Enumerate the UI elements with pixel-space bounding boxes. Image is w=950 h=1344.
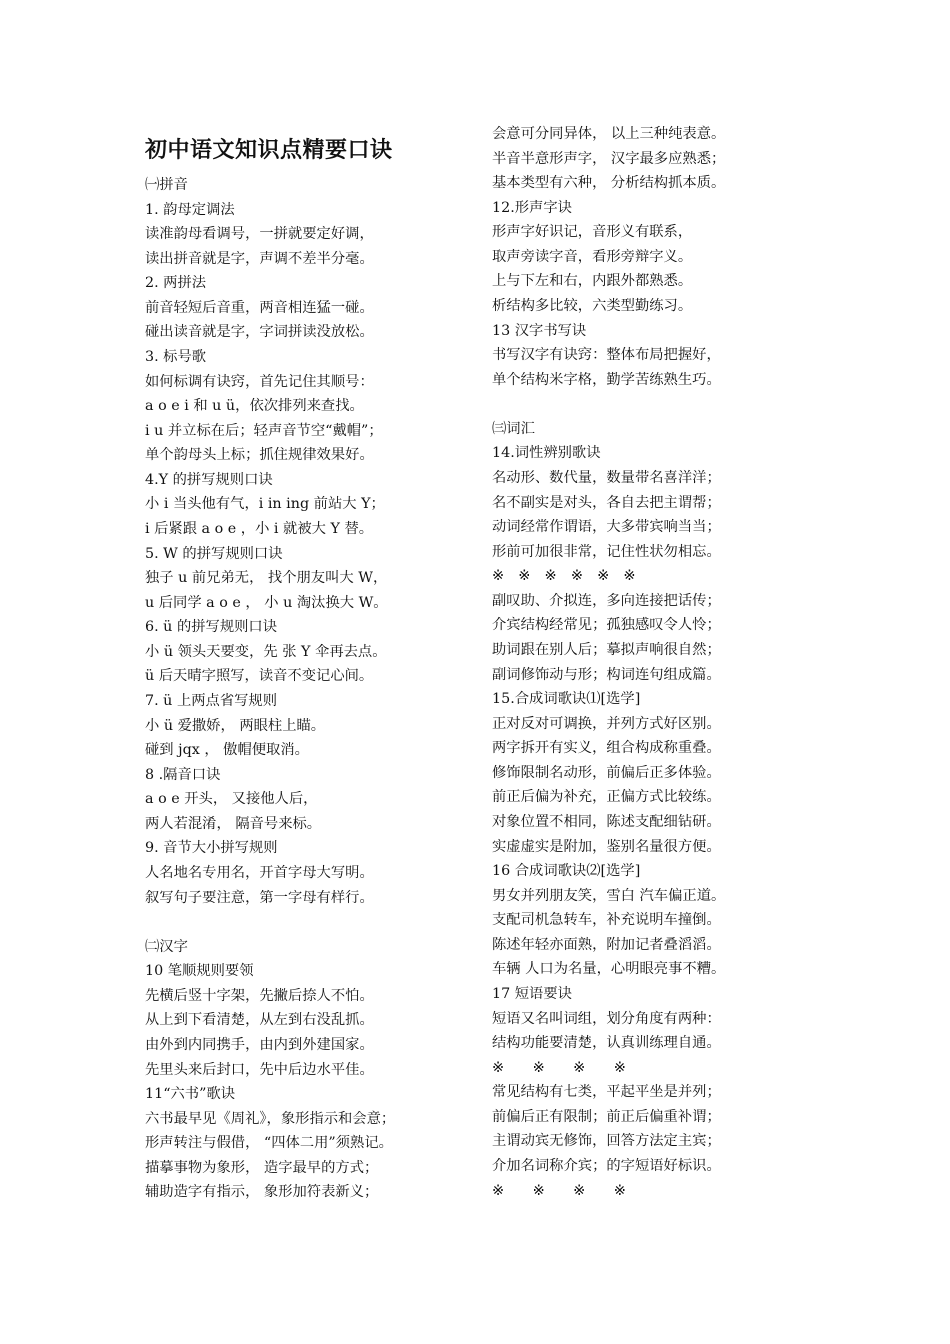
text-line: ※ ※ ※ ※ ※ ※	[492, 568, 636, 585]
text-line: 9. 音节大小拼写规则	[145, 840, 278, 857]
text-line: 上与下左和右，内跟外都熟悉。	[492, 273, 693, 290]
text-line: 8 .隔音口诀	[145, 766, 221, 783]
text-line: 基本类型有六种， 分析结构抓本质。	[492, 175, 726, 192]
text-line: 从上到下看清楚，从左到右没乱抓。	[145, 1012, 374, 1029]
text-line: 形前可加很非常，记住性状勿相忘。	[492, 543, 721, 560]
text-line: ㈢词汇	[492, 420, 535, 437]
text-line: 7. ü 上两点省写规则	[145, 692, 278, 709]
text-line: 独子 u 前兄弟无， 找个朋友叫大 W，	[145, 570, 388, 587]
text-line: 名不副实是对头，各自去把主谓帮；	[492, 494, 721, 511]
document-title: 初中语文知识点精要口诀	[145, 138, 393, 163]
text-line: 前正后偏为补充，正偏方式比较练。	[492, 789, 721, 806]
text-line: ※ ※ ※ ※	[492, 1059, 626, 1076]
text-line: 车辆 人口为名量，心明眼亮事不糟。	[492, 961, 726, 978]
text-line: 形声字好识记，音形义有联系，	[492, 224, 693, 241]
text-line: 两人若混淆， 隔音号来标。	[145, 815, 322, 832]
text-line: 介宾结构经常见；孤独感叹令人怜；	[492, 617, 721, 634]
text-line: 形声转注与假借， “四体二用”须熟记。	[145, 1135, 393, 1152]
text-line: i u 并立标在后；轻声音节空“戴帽”；	[145, 422, 383, 439]
text-line: 对象位置不相同，陈述支配细钻研。	[492, 813, 721, 830]
text-line: 副叹助、介拟连，多向连接把话传；	[492, 592, 721, 609]
text-line: 结构功能要清楚，认真训练理自通。	[492, 1035, 721, 1052]
text-line: 1. 韵母定调法	[145, 201, 235, 218]
text-line: 实虚虚实是附加，鉴别名量很方便。	[492, 838, 721, 855]
text-line: 2. 两拼法	[145, 275, 207, 292]
text-line: 由外到内同携手，由内到外建国家。	[145, 1036, 374, 1053]
text-line: 单个韵母头上标；抓住规律效果好。	[145, 447, 374, 464]
text-line: a o e i 和 u ü，依次排列来查找。	[145, 398, 364, 415]
text-line: 小 i 当头他有气，i in ing 前站大 Y；	[145, 496, 385, 513]
text-line: 两字拆开有实义，组合构成称重叠。	[492, 740, 721, 757]
text-line: a o e 开头， 又接他人后，	[145, 791, 318, 808]
text-line: 短语又名叫词组，划分角度有两种：	[492, 1010, 721, 1027]
text-line: 修饰限制名动形，前偏后正多体验。	[492, 764, 721, 781]
text-line: 男女并列朋友笑，雪白 汽车偏正道。	[492, 887, 726, 904]
text-line: u 后同学 a o e ， 小 u 淘汰换大 W。	[145, 594, 388, 611]
text-line: 读出拼音就是字，声调不差半分毫。	[145, 250, 374, 267]
text-line: 介加名词称介宾；的字短语好标识。	[492, 1157, 721, 1174]
text-line: 10 笔顺规则要领	[145, 963, 254, 980]
text-line: 16 合成词歌诀⑵[选学]	[492, 863, 641, 880]
text-line: 叙写句子要注意，第一字母有样行。	[145, 889, 374, 906]
text-line: ü 后天晴字照写，读音不变记心间。	[145, 668, 374, 685]
text-line: ㈡汉字	[145, 938, 188, 955]
text-line: 动词经常作谓语，大多带宾响当当；	[492, 519, 721, 536]
text-line: 取声旁读字音，看形旁辩字义。	[492, 248, 693, 265]
text-line: 13 汉字书写诀	[492, 322, 587, 339]
text-line: 前偏后正有限制；前正后偏重补谓；	[492, 1108, 721, 1125]
text-line: 先横后竖十字架，先撇后捺人不怕。	[145, 987, 374, 1004]
text-line: 单个结构米字格，勤学苦练熟生巧。	[492, 371, 721, 388]
text-line: 支配司机急转车，补充说明车撞倒。	[492, 912, 721, 929]
text-line: 11“六书”歌诀	[145, 1086, 235, 1103]
text-line: 小 ü 领头天要变，先 张 Y 伞再去点。	[145, 643, 387, 660]
text-line: 14.词性辨别歌诀	[492, 445, 601, 462]
text-line: 正对反对可调换，并列方式好区别。	[492, 715, 721, 732]
text-line: 12.形声字诀	[492, 199, 572, 216]
text-line: 先里头来后封口，先中后边水平佳。	[145, 1061, 374, 1078]
text-line: 前音轻短后音重，两音相连猛一碰。	[145, 299, 374, 316]
text-line: 陈述年轻亦面熟，附加记者叠滔滔。	[492, 936, 721, 953]
text-line: 5. W 的拼写规则口诀	[145, 545, 283, 562]
text-line: 如何标调有诀窍，首先记住其顺号：	[145, 373, 374, 390]
text-line: 主谓动宾无修饰，回答方法定主宾；	[492, 1133, 721, 1150]
text-line: i 后紧跟 a o e ，小 i 就被大 Y 替。	[145, 520, 374, 537]
text-line: 碰到 jqx ， 傲帽便取消。	[145, 742, 309, 759]
text-line: 人名地名专用名，开首字母大写明。	[145, 864, 374, 881]
text-line: 书写汉字有诀窍：整体布局把握好，	[492, 347, 721, 364]
text-line: 碰出读音就是字，字词拼读没放松。	[145, 324, 374, 341]
text-line: 名动形、数代量，数量带名喜洋洋；	[492, 469, 721, 486]
text-line: 常见结构有七类，平起平坐是并列；	[492, 1084, 721, 1101]
text-line: ㈠拼音	[145, 177, 188, 193]
text-line: 半音半意形声字， 汉字最多应熟悉；	[492, 150, 726, 167]
text-line: 3. 标号歌	[145, 348, 207, 365]
text-line: 读准韵母看调号，一拼就要定好调，	[145, 226, 374, 243]
text-line: 小 ü 爱撒娇， 两眼柱上瞄。	[145, 717, 326, 734]
text-line: 6. ü 的拼写规则口诀	[145, 619, 278, 636]
text-line: 17 短语要诀	[492, 985, 572, 1002]
text-line: 析结构多比较，六类型勤练习。	[492, 297, 693, 314]
text-line: 六书最早见《周礼》，象形指示和会意；	[145, 1110, 396, 1127]
text-line: ※ ※ ※ ※	[492, 1182, 626, 1199]
text-line: 会意可分同异体， 以上三种纯表意。	[492, 126, 726, 142]
text-line: 4.Y 的拼写规则口诀	[145, 471, 273, 488]
text-line: 助词跟在别人后；摹拟声响很自然；	[492, 641, 721, 658]
text-line: 副词修饰动与形；构词连句组成篇。	[492, 666, 721, 683]
text-line: 辅助造字有指示， 象形加符表新义；	[145, 1184, 379, 1201]
text-line: 描摹事物为象形， 造字最早的方式；	[145, 1159, 379, 1176]
text-line: 15.合成词歌诀⑴[选学]	[492, 691, 641, 708]
